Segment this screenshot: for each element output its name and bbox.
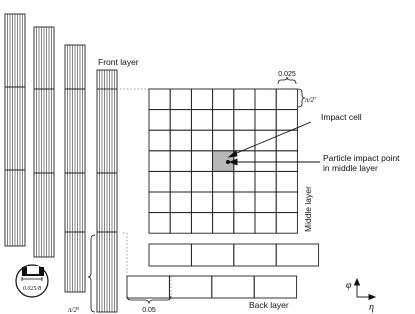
middle-cell bbox=[255, 192, 276, 213]
impact-cell-arrow bbox=[232, 122, 311, 155]
front-strip-column bbox=[97, 70, 117, 312]
back-cell-lower bbox=[169, 276, 211, 298]
middle-cell bbox=[213, 110, 234, 131]
back-cell-lower bbox=[212, 276, 254, 298]
middle-cell bbox=[234, 89, 255, 110]
middle-cell bbox=[213, 89, 234, 110]
middle-cell bbox=[149, 151, 170, 172]
middle-cell bbox=[191, 171, 212, 192]
guide-lines bbox=[99, 89, 298, 300]
front-strip-column bbox=[5, 14, 25, 246]
middle-cell bbox=[191, 151, 212, 172]
middle-cell bbox=[213, 192, 234, 213]
middle-cell bbox=[234, 110, 255, 131]
particle-impact-point bbox=[226, 160, 229, 163]
middle-cell bbox=[276, 110, 297, 131]
middle-cell bbox=[149, 213, 170, 234]
middle-cell bbox=[191, 213, 212, 234]
impact-cell bbox=[213, 151, 234, 172]
front-strip-column bbox=[34, 27, 54, 257]
eta-axis-label: η bbox=[369, 302, 374, 313]
particle-impact-label-line1: Particle impact point bbox=[323, 153, 400, 163]
middle-cell bbox=[170, 213, 191, 234]
back-cell-upper bbox=[234, 244, 276, 266]
back-cell-upper bbox=[191, 244, 233, 266]
middle-cell bbox=[170, 110, 191, 131]
middle-cell bbox=[191, 192, 212, 213]
eta-brace-top bbox=[278, 77, 296, 84]
back-layer-cells bbox=[127, 244, 319, 298]
phi-axis-label: φ bbox=[346, 280, 352, 291]
middle-cell bbox=[276, 171, 297, 192]
middle-cell bbox=[213, 171, 234, 192]
middle-layer-label: Middle layer bbox=[303, 186, 313, 232]
middle-cell bbox=[170, 130, 191, 151]
middle-cell bbox=[255, 151, 276, 172]
middle-cell bbox=[234, 213, 255, 234]
middle-cell bbox=[276, 213, 297, 234]
middle-cell bbox=[149, 110, 170, 131]
phi-brace-front bbox=[88, 235, 95, 312]
middle-phi-exp: 7 bbox=[313, 95, 317, 101]
middle-phi-num: π/2 bbox=[305, 96, 314, 104]
middle-cell bbox=[234, 192, 255, 213]
axis-indicator bbox=[355, 279, 376, 300]
back-cell-upper bbox=[149, 244, 191, 266]
middle-cell bbox=[170, 89, 191, 110]
particle-impact-label-line2: in middle layer bbox=[323, 163, 378, 173]
middle-eta-dimension: 0.025 bbox=[278, 71, 296, 78]
back-layer-label: Back layer bbox=[249, 300, 289, 310]
middle-cell bbox=[191, 130, 212, 151]
braces bbox=[88, 77, 305, 312]
middle-cell bbox=[255, 110, 276, 131]
middle-cell bbox=[255, 89, 276, 110]
middle-cell bbox=[276, 151, 297, 172]
middle-cell bbox=[191, 110, 212, 131]
impact-arrows bbox=[226, 122, 320, 165]
middle-cell bbox=[149, 89, 170, 110]
middle-cell bbox=[276, 192, 297, 213]
back-cell-upper bbox=[276, 244, 318, 266]
middle-cell bbox=[276, 89, 297, 110]
middle-cell bbox=[255, 213, 276, 234]
front-layer-label: Front layer bbox=[98, 57, 139, 67]
phi-brace-right bbox=[298, 89, 305, 107]
middle-cell bbox=[234, 171, 255, 192]
impact-cell-label: Impact cell bbox=[321, 112, 362, 122]
back-eta-dimension: 0.05 bbox=[142, 307, 156, 314]
middle-cell bbox=[213, 130, 234, 151]
middle-cell bbox=[276, 130, 297, 151]
middle-cell bbox=[234, 130, 255, 151]
middle-phi-dimension bbox=[305, 96, 317, 105]
middle-cell bbox=[149, 130, 170, 151]
eta-brace-back bbox=[127, 296, 171, 303]
middle-cell bbox=[170, 171, 191, 192]
middle-cell bbox=[170, 192, 191, 213]
middle-cell bbox=[149, 171, 170, 192]
middle-cell bbox=[191, 89, 212, 110]
middle-cell bbox=[255, 171, 276, 192]
strip-eta-label: 0.025/8 bbox=[22, 286, 42, 292]
front-strip-column bbox=[65, 45, 85, 292]
middle-cell bbox=[213, 213, 234, 234]
middle-cell bbox=[170, 151, 191, 172]
front-phi-exp: 5 bbox=[76, 305, 80, 311]
front-phi-dimension bbox=[68, 306, 80, 314]
middle-layer-grid bbox=[149, 89, 297, 233]
front-phi-num: π/2 bbox=[68, 306, 77, 314]
back-cell-lower bbox=[254, 276, 296, 298]
strip-width-inset bbox=[16, 265, 48, 297]
back-cell-lower bbox=[127, 276, 169, 298]
middle-cell bbox=[149, 192, 170, 213]
